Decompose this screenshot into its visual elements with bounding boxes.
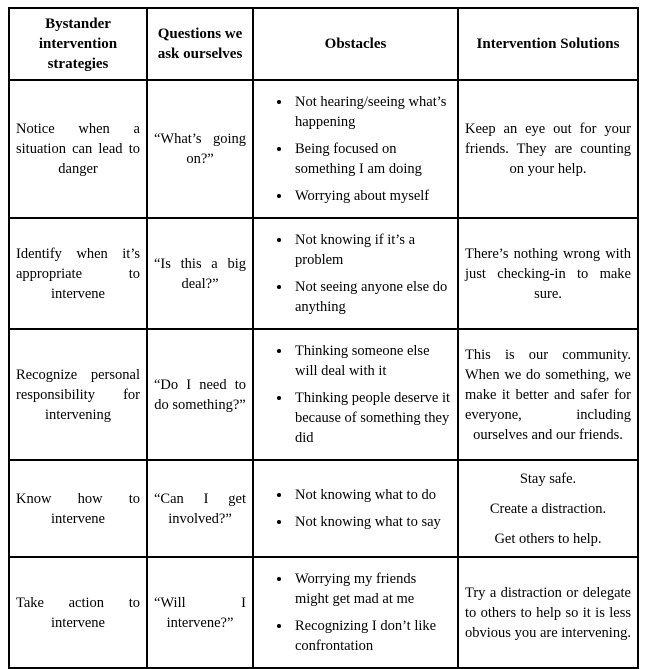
obstacles-list	[254, 485, 453, 532]
solution-cell	[458, 218, 638, 329]
obstacles-list	[254, 230, 453, 317]
solution-text: Try a distraction or delegate to others to help so it is less obvious you are intervening.	[465, 584, 631, 641]
obstacle-item: • Not hearing/seeing what’s happening	[292, 92, 453, 132]
table-row	[9, 557, 638, 668]
obstacles-cell	[253, 218, 458, 329]
solution-text: This is our community. When we do something, we make it better and safer for everyone, including ourselves and our friends.	[465, 346, 631, 443]
question-cell: “Can I get involved?”	[147, 460, 253, 557]
solution-cell	[458, 80, 638, 218]
bystander-intervention-table	[8, 7, 639, 669]
strategy-cell: Notice when a situation can lead to danger	[9, 80, 147, 218]
table-row	[9, 218, 638, 329]
strategy-cell: Identify when it’s appropriate to intervene	[9, 218, 147, 329]
obstacle-item: • Recognizing I don’t like confrontation	[292, 616, 453, 656]
strategy-cell: Recognize personal responsibility for intervening	[9, 329, 147, 460]
obstacle-item: • Not knowing what to say	[292, 512, 453, 532]
strategy-cell: Know how to intervene	[9, 460, 147, 557]
header-cell-strategies: Bystander intervention strategies	[9, 8, 147, 80]
question-cell: “What’s going on?”	[147, 80, 253, 218]
question-cell: “Is this a big deal?”	[147, 218, 253, 329]
obstacle-item: • Being focused on something I am doing	[292, 139, 453, 179]
header-cell-solutions: Intervention Solutions	[458, 8, 638, 80]
obstacles-cell	[253, 460, 458, 557]
obstacles-cell	[253, 557, 458, 668]
solution-text: Stay safe.	[519, 470, 577, 487]
question-cell: “Will I intervene?”	[147, 557, 253, 668]
header-cell-questions: Questions we ask ourselves	[147, 8, 253, 80]
table-row	[9, 329, 638, 460]
obstacles-list	[254, 341, 453, 448]
obstacles-list	[254, 92, 453, 206]
solution-text: Create a distraction.	[489, 500, 607, 517]
header-row	[9, 8, 638, 80]
obstacles-list	[254, 569, 453, 656]
obstacle-item: • Not knowing if it’s a problem	[292, 230, 453, 270]
obstacle-item: • Worrying about myself	[292, 186, 453, 206]
obstacle-item: • Worrying my friends might get mad at me	[292, 569, 453, 609]
obstacle-item: • Thinking someone else will deal with it	[292, 341, 453, 381]
solution-cell	[458, 460, 638, 557]
solution-cell	[458, 329, 638, 460]
obstacle-item: • Not knowing what to do	[292, 485, 453, 505]
header-cell-obstacles: Obstacles	[253, 8, 458, 80]
table-row	[9, 460, 638, 557]
obstacles-cell	[253, 80, 458, 218]
solution-text: There’s nothing wrong with just checking-in to make sure.	[465, 245, 631, 302]
obstacles-cell	[253, 329, 458, 460]
obstacle-item: • Thinking people deserve it because of something they did	[292, 388, 453, 448]
solution-cell	[458, 557, 638, 668]
question-cell: “Do I need to do something?”	[147, 329, 253, 460]
strategy-cell: Take action to intervene	[9, 557, 147, 668]
table-row	[9, 80, 638, 218]
solution-text: Keep an eye out for your friends. They are counting on your help.	[465, 121, 631, 177]
obstacle-item: • Not seeing anyone else do anything	[292, 277, 453, 317]
solution-text: Get others to help.	[494, 530, 602, 547]
